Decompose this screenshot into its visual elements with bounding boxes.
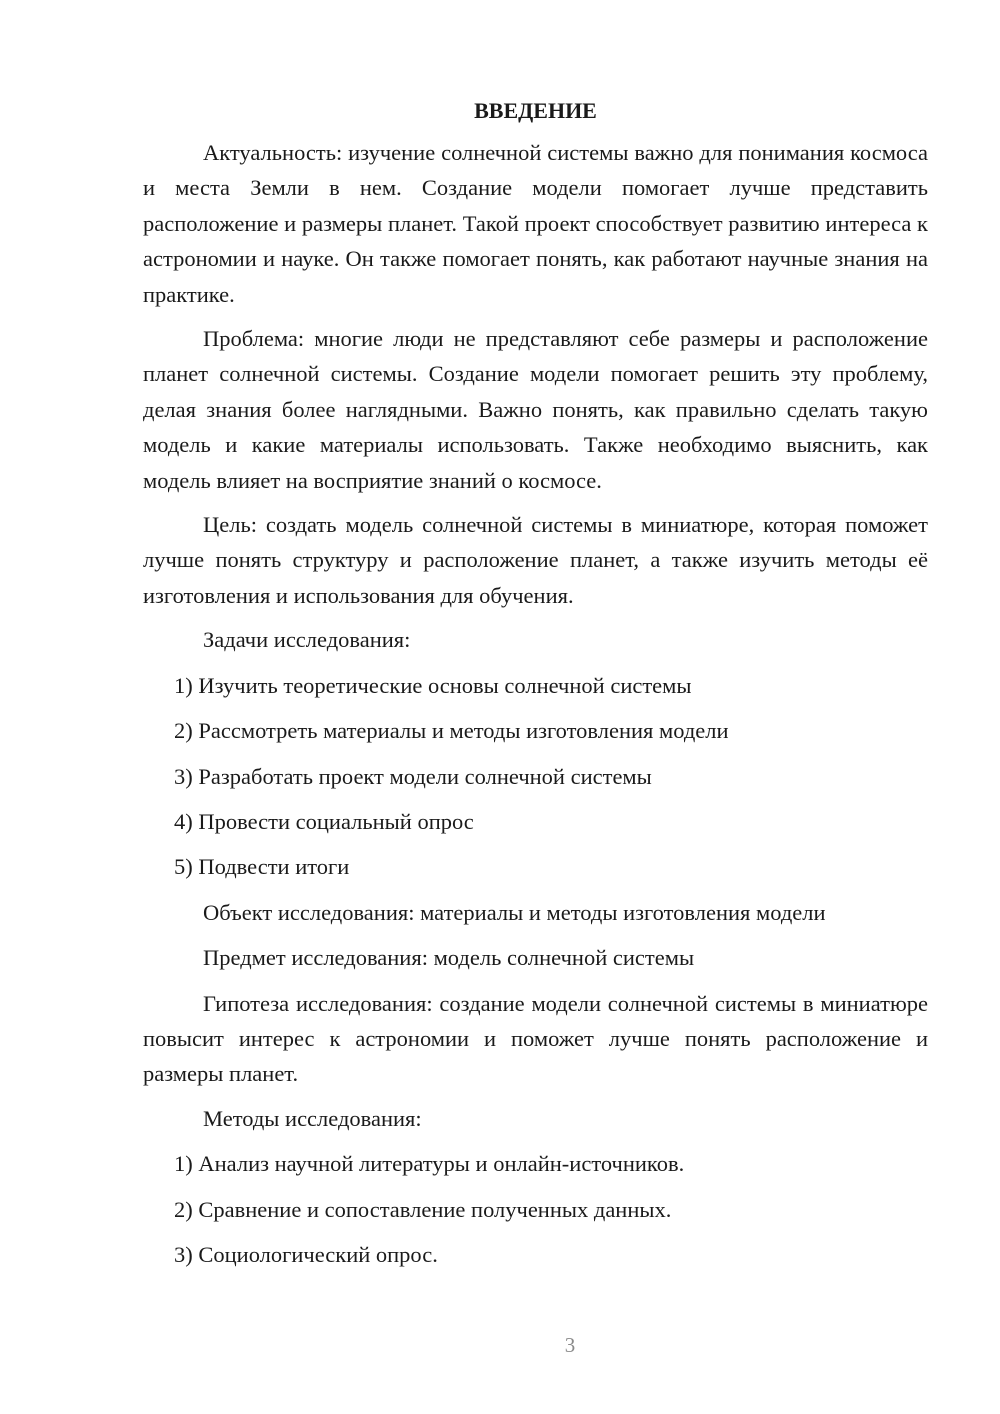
paragraph-hypothesis: Гипотеза исследования: создание модели солнечной системы в миниатюре повысит интерес к астрономии и поможет лучше понять расположение и размеры планет.: [143, 990, 928, 1087]
method-item-2: 2) Сравнение и сопоставление полученных данных.: [174, 1196, 672, 1222]
task-item-3: 3) Разработать проект модели солнечной системы: [174, 763, 652, 789]
method-item-1: 1) Анализ научной литературы и онлайн-источников.: [174, 1151, 685, 1177]
document-page: [143, 97, 928, 1282]
methods-heading: Методы исследования:: [203, 1105, 422, 1131]
tasks-heading: Задачи исследования:: [203, 627, 411, 653]
paragraph-goal: Цель: создать модель солнечной системы в миниатюре, которая поможет лучше понять структуру и расположение планет, а также изучить методы её изготовления и использования для обучения.: [143, 512, 928, 608]
paragraph-subject: Предмет исследования: модель солнечной системы: [203, 945, 695, 971]
task-item-1: 1) Изучить теоретические основы солнечной системы: [174, 672, 692, 698]
paragraph-object: Объект исследования: материалы и методы изготовления модели: [203, 899, 826, 925]
task-item-4: 4) Провести социальный опрос: [174, 808, 474, 834]
page-title: ВВЕДЕНИЕ: [474, 98, 597, 123]
page-number: 3: [564, 1333, 576, 1357]
paragraph-problem: Проблема: многие люди не представляют себе размеры и расположение планет солнечной системы. Создание модели помогает решить эту проблему, делая знания более наглядными. Важно понять, как правильно сделать такую модель и какие материалы использовать. Также необходимо выяснить, как модель влияет на восприятие знаний о космосе.: [143, 326, 928, 493]
method-item-3: 3) Социологический опрос.: [174, 1241, 438, 1267]
task-item-5: 5) Подвести итоги: [174, 854, 350, 880]
task-item-2: 2) Рассмотреть материалы и методы изготовления модели: [174, 718, 729, 744]
paragraph-relevance: Актуальность: изучение солнечной системы важно для понимания космоса и места Земли в нем. Создание модели помогает лучше представить расположение и размеры планет. Такой проект способствует развитию интереса к астрономии и науке. Он также помогает понять, как работают научные знания на практике.: [143, 140, 928, 307]
